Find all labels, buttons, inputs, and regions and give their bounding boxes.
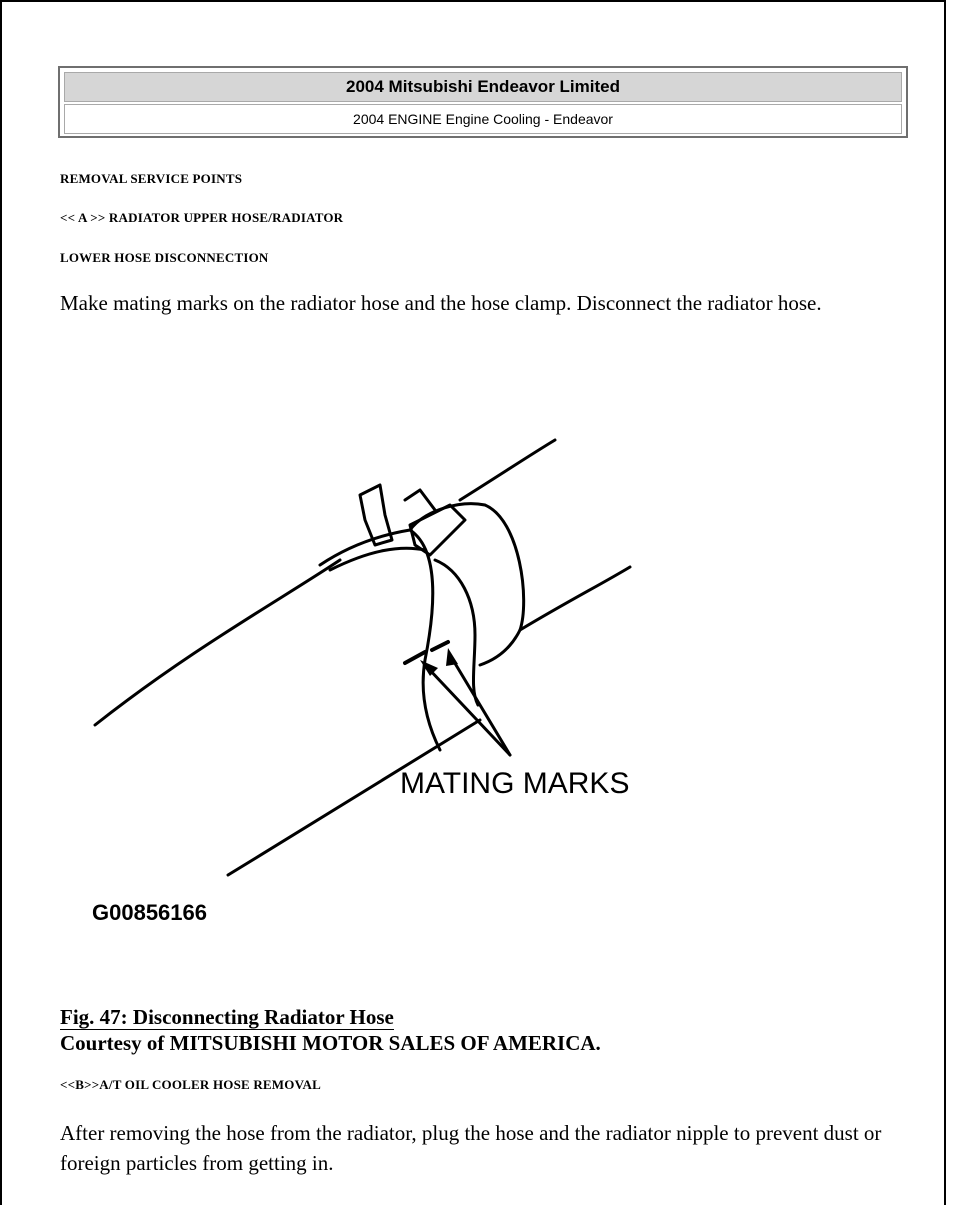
- clamp-tab-right: [410, 505, 465, 555]
- document-header: [58, 66, 908, 138]
- leader-line-1: [427, 667, 510, 755]
- radiator-hose-illustration: [80, 420, 720, 940]
- heading-radiator-upper-hose: << A >> RADIATOR UPPER HOSE/RADIATOR: [60, 210, 344, 225]
- section-subtitle: 2004 ENGINE Engine Cooling - Endeavor: [64, 104, 902, 134]
- hose-upper-edge-right: [460, 440, 555, 500]
- heading-removal-service-points: REMOVAL SERVICE POINTS: [60, 171, 243, 186]
- hose-upper-edge: [95, 560, 340, 725]
- heading-oil-cooler-hose-removal: <<B>>A/T OIL COOLER HOSE REMOVAL: [60, 1077, 321, 1092]
- figure-caption-block: [60, 1004, 601, 1056]
- hose-clamp-drawing: [80, 420, 720, 940]
- mating-mark-2: [432, 642, 448, 650]
- figure-code: G00856166: [92, 900, 207, 925]
- leader-line-2: [450, 655, 510, 755]
- mating-marks-label: MATING MARKS: [400, 767, 630, 800]
- figure-courtesy: Courtesy of MITSUBISHI MOTOR SALES OF AMERICA.: [60, 1031, 601, 1055]
- figure-caption-title: Fig. 47: Disconnecting Radiator Hose: [60, 1005, 394, 1029]
- hose-lower-edge-right: [520, 567, 630, 630]
- page-edge-mark: [944, 1192, 946, 1205]
- paragraph-plug-hose: After removing the hose from the radiator, plug the hose and the radiator nipple to prevent dust or foreign particles from getting in.: [60, 1121, 882, 1175]
- paragraph-mating-marks: Make mating marks on the radiator hose and the hose clamp. Disconnect the radiator hose.: [60, 291, 822, 315]
- arrowhead-2: [446, 648, 458, 666]
- heading-lower-hose-disconnection: LOWER HOSE DISCONNECTION: [60, 250, 269, 265]
- clamp-tab-top: [405, 490, 435, 510]
- vehicle-title: 2004 Mitsubishi Endeavor Limited: [64, 72, 902, 102]
